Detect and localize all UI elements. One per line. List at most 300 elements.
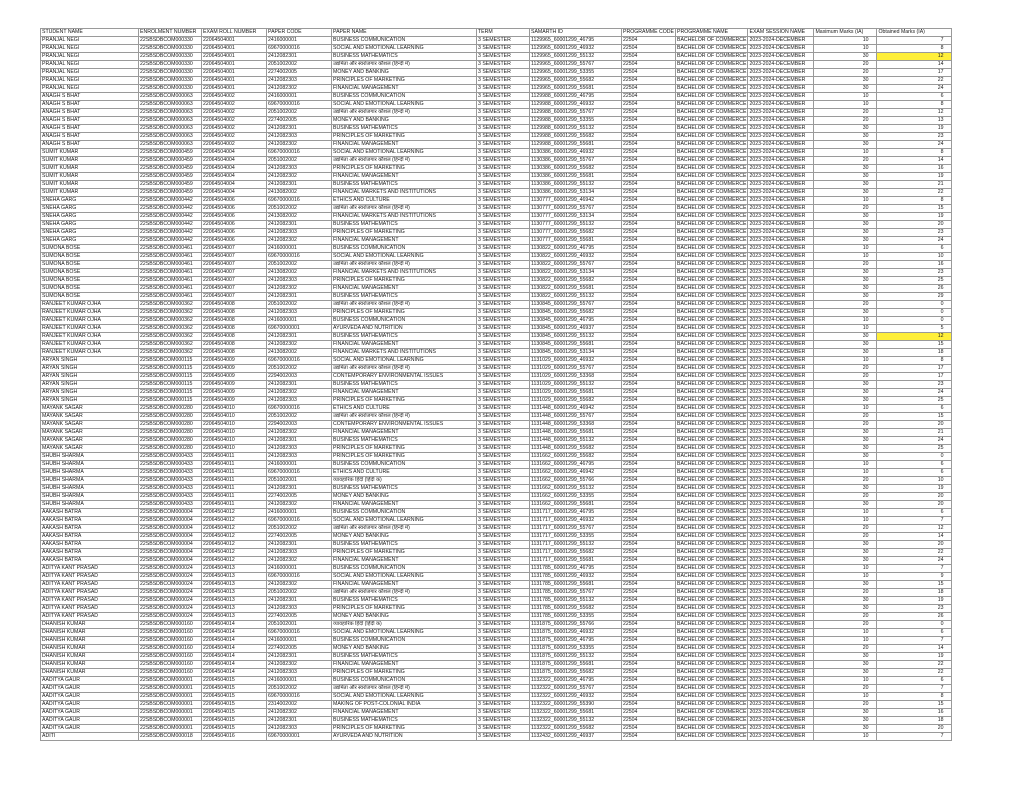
- table-row: [41, 373, 952, 381]
- exam-session-cell: 2023-2024-DECEMBER: [748, 565, 814, 573]
- student-name-cell: ARYAN SINGH: [41, 365, 139, 373]
- term-cell: 3 SEMESTER: [477, 189, 530, 197]
- exam-roll-number-cell: 22064504004: [202, 173, 267, 181]
- paper-name-cell: CONTEMPORARY ENVIRONMENTAL ISSUES: [332, 421, 477, 429]
- table-row: [41, 365, 952, 373]
- maximum-marks-cell: 30: [814, 189, 877, 197]
- obtained-marks-cell: 12: [877, 53, 952, 61]
- paper-name-cell: उद्यमिता और स्वरोजगार कौशल (हिन्दी में): [332, 589, 477, 597]
- maximum-marks-cell: 20: [814, 613, 877, 621]
- exam-roll-number-cell: 22064504007: [202, 253, 267, 261]
- enrolment-number-cell: 22SBSDBCOM000362: [139, 341, 202, 349]
- paper-code-cell: 2051002002: [267, 109, 332, 117]
- term-cell: 3 SEMESTER: [477, 397, 530, 405]
- samarth-id-cell: 1129965_60001299_55132: [530, 53, 622, 61]
- exam-roll-number-cell: 22064504012: [202, 549, 267, 557]
- paper-code-cell: 2412082303: [267, 133, 332, 141]
- term-cell: 3 SEMESTER: [477, 349, 530, 357]
- student-name-cell: SHUBH SHARMA: [41, 453, 139, 461]
- enrolment-number-cell: 22SBSDBCOM000330: [139, 53, 202, 61]
- student-name-cell: SHUBH SHARMA: [41, 493, 139, 501]
- obtained-marks-cell: 16: [877, 709, 952, 717]
- paper-name-cell: FINANCIAL MANAGEMENT: [332, 237, 477, 245]
- term-cell: 3 SEMESTER: [477, 461, 530, 469]
- programme-code-cell: 22504: [622, 677, 676, 685]
- paper-name-cell: FINANCIAL MARKETS AND INSTITUTIONS: [332, 213, 477, 221]
- maximum-marks-cell: 30: [814, 581, 877, 589]
- table-row: [41, 717, 952, 725]
- maximum-marks-cell: 30: [814, 213, 877, 221]
- term-cell: 3 SEMESTER: [477, 125, 530, 133]
- exam-roll-number-cell: 22064504007: [202, 245, 267, 253]
- programme-name-cell: BACHELOR OF COMMERCE: [677, 653, 747, 659]
- programme-name-cell: BACHELOR OF COMMERCE: [677, 541, 747, 547]
- obtained-marks-cell: 12: [877, 525, 952, 533]
- samarth-id-cell: 1131875_60001299_55766: [530, 621, 622, 629]
- maximum-marks-cell: 10: [814, 197, 877, 205]
- paper-name-cell: BUSINESS COMMUNICATION: [332, 677, 477, 685]
- maximum-marks-cell: 20: [814, 205, 877, 213]
- student-name-cell: AADITYA GAUR: [41, 693, 139, 701]
- exam-session-cell: 2023-2024-DECEMBER: [748, 269, 814, 277]
- programme-name-cell: BACHELOR OF COMMERCE: [677, 221, 747, 227]
- obtained-marks-cell: 15: [877, 205, 952, 213]
- table-row: [41, 61, 952, 69]
- term-cell: 3 SEMESTER: [477, 237, 530, 245]
- table-row: [41, 533, 952, 541]
- samarth-id-cell: 1131717_60001299_46932: [530, 517, 622, 525]
- exam-roll-number-cell: 22064504014: [202, 621, 267, 629]
- exam-session-cell: 2023-2024-DECEMBER: [748, 709, 814, 717]
- programme-code-cell: 22504: [622, 157, 676, 165]
- programme-code-cell: 22504: [622, 605, 676, 613]
- term-cell: 3 SEMESTER: [477, 733, 530, 741]
- maximum-marks-cell: 30: [814, 381, 877, 389]
- maximum-marks-cell: 20: [814, 685, 877, 693]
- enrolment-number-cell: 22SBSDBCOM000461: [139, 293, 202, 301]
- samarth-id-cell: 1130822_60001299_55132: [530, 293, 622, 301]
- programme-code-cell: 22504: [622, 485, 676, 493]
- paper-name-cell: FINANCIAL MARKETS AND INSTITUTIONS: [332, 349, 477, 357]
- samarth-id-cell: 1131717_60001299_55132: [530, 541, 622, 549]
- obtained-marks-cell: 6: [877, 469, 952, 477]
- paper-code-cell: 2412082301: [267, 181, 332, 189]
- paper-name-cell: CONTEMPORARY ENVIRONMENTAL ISSUES: [332, 373, 477, 381]
- exam-session-cell: 2023-2024-DECEMBER: [748, 317, 814, 325]
- student-name-cell: AAKASH BATRA: [41, 517, 139, 525]
- paper-code-cell: 2314002002: [267, 701, 332, 709]
- enrolment-number-cell: 22SBSDBCOM000280: [139, 405, 202, 413]
- samarth-id-cell: 1131448_60001299_46942: [530, 405, 622, 413]
- samarth-id-cell: 1131875_60001299_46932: [530, 629, 622, 637]
- samarth-id-cell: 1129988_60001299_55132: [530, 125, 622, 133]
- exam-roll-number-cell: 22064504006: [202, 205, 267, 213]
- term-cell: 3 SEMESTER: [477, 509, 530, 517]
- paper-name-cell: FINANCIAL MANAGEMENT: [332, 661, 477, 669]
- programme-name-cell: BACHELOR OF COMMERCE: [677, 517, 747, 523]
- term-cell: 3 SEMESTER: [477, 61, 530, 69]
- maximum-marks-cell: 10: [814, 317, 877, 325]
- exam-roll-number-cell: 22064504014: [202, 637, 267, 645]
- student-name-cell: SUMONA BOSE: [41, 253, 139, 261]
- term-cell: 3 SEMESTER: [477, 181, 530, 189]
- exam-session-cell: 2023-2024-DECEMBER: [748, 669, 814, 677]
- programme-name-cell: BACHELOR OF COMMERCE: [677, 461, 747, 467]
- programme-code-cell: 22504: [622, 301, 676, 309]
- enrolment-number-cell: 22SBSDBCOM000024: [139, 613, 202, 621]
- programme-name-cell: BACHELOR OF COMMERCE: [677, 493, 747, 499]
- maximum-marks-cell: 30: [814, 285, 877, 293]
- obtained-marks-cell: 26: [877, 613, 952, 621]
- exam-session-cell: 2023-2024-DECEMBER: [748, 341, 814, 349]
- programme-name-cell: BACHELOR OF COMMERCE: [677, 317, 747, 323]
- student-name-cell: ANAGH S BHAT: [41, 141, 139, 149]
- exam-roll-number-cell: 22064504004: [202, 165, 267, 173]
- paper-name-cell: BUSINESS COMMUNICATION: [332, 245, 477, 253]
- paper-name-cell: AYURVEDA AND NUTRITION: [332, 733, 477, 741]
- paper-name-cell: SOCIAL AND EMOTIONAL LEARNING: [332, 253, 477, 261]
- table-row: [41, 333, 952, 341]
- exam-roll-number-cell: 22064504014: [202, 645, 267, 653]
- student-name-cell: SUMONA BOSE: [41, 245, 139, 253]
- samarth-id-cell: 1130777_60001299_55682: [530, 229, 622, 237]
- maximum-marks-cell: 10: [814, 149, 877, 157]
- samarth-id-cell: 1130822_60001299_46795: [530, 245, 622, 253]
- term-cell: 3 SEMESTER: [477, 533, 530, 541]
- paper-code-cell: 2412082301: [267, 381, 332, 389]
- programme-name-cell: BACHELOR OF COMMERCE: [677, 421, 747, 427]
- term-cell: 3 SEMESTER: [477, 493, 530, 501]
- exam-roll-number-cell: 22064504015: [202, 701, 267, 709]
- table-row: [41, 461, 952, 469]
- maximum-marks-cell: 30: [814, 453, 877, 461]
- programme-name-cell: BACHELOR OF COMMERCE: [677, 485, 747, 491]
- maximum-marks-cell: 20: [814, 645, 877, 653]
- enrolment-number-cell: 22SBSDBCOM000001: [139, 717, 202, 725]
- header-programme-code: PROGRAMME CODE: [623, 29, 675, 35]
- samarth-id-cell: 1129988_60001299_55681: [530, 141, 622, 149]
- enrolment-number-cell: 22SBSDBCOM000024: [139, 589, 202, 597]
- paper-code-cell: 2416000001: [267, 565, 332, 573]
- term-cell: 3 SEMESTER: [477, 637, 530, 645]
- programme-code-cell: 22504: [622, 685, 676, 693]
- programme-name-cell: BACHELOR OF COMMERCE: [677, 589, 747, 595]
- programme-code-cell: 22504: [622, 437, 676, 445]
- programme-code-cell: 22504: [622, 525, 676, 533]
- maximum-marks-cell: 10: [814, 733, 877, 741]
- programme-name-cell: BACHELOR OF COMMERCE: [677, 357, 747, 363]
- table-row: [41, 605, 952, 613]
- programme-name-cell: BACHELOR OF COMMERCE: [677, 501, 747, 507]
- student-name-cell: AADITYA GAUR: [41, 685, 139, 693]
- term-cell: 3 SEMESTER: [477, 285, 530, 293]
- paper-code-cell: 2412082302: [267, 581, 332, 589]
- samarth-id-cell: 1131785_60001299_55767: [530, 589, 622, 597]
- student-name-cell: PRANJAL NEGI: [41, 53, 139, 61]
- term-cell: 3 SEMESTER: [477, 621, 530, 629]
- enrolment-number-cell: 22SBSDBCOM000280: [139, 421, 202, 429]
- obtained-marks-cell: 25: [877, 445, 952, 453]
- exam-roll-number-cell: 22064504006: [202, 213, 267, 221]
- obtained-marks-cell: 15: [877, 581, 952, 589]
- exam-session-cell: 2023-2024-DECEMBER: [748, 45, 814, 53]
- paper-name-cell: MONEY AND BANKING: [332, 117, 477, 125]
- obtained-marks-cell: 14: [877, 61, 952, 69]
- exam-session-cell: 2023-2024-DECEMBER: [748, 253, 814, 261]
- term-cell: 3 SEMESTER: [477, 477, 530, 485]
- paper-name-cell: BUSINESS MATHEMATICS: [332, 53, 477, 61]
- exam-session-cell: 2023-2024-DECEMBER: [748, 325, 814, 333]
- enrolment-number-cell: 22SBSDBCOM000001: [139, 693, 202, 701]
- obtained-marks-cell: 21: [877, 429, 952, 437]
- enrolment-number-cell: 22SBSDBCOM000004: [139, 557, 202, 565]
- maximum-marks-cell: 30: [814, 653, 877, 661]
- samarth-id-cell: 1131448_60001299_55132: [530, 437, 622, 445]
- student-name-cell: SNEHA GARG: [41, 213, 139, 221]
- samarth-id-cell: 1130386_60001299_53134: [530, 189, 622, 197]
- student-name-cell: SHUBH SHARMA: [41, 501, 139, 509]
- paper-code-cell: 2413082002: [267, 269, 332, 277]
- term-cell: 3 SEMESTER: [477, 429, 530, 437]
- maximum-marks-cell: 20: [814, 477, 877, 485]
- samarth-id-cell: 1131785_60001299_55682: [530, 605, 622, 613]
- paper-name-cell: उद्यमिता और स्वरोजगार कौशल (हिन्दी में): [332, 365, 477, 373]
- enrolment-number-cell: 22SBSDBCOM000001: [139, 709, 202, 717]
- paper-code-cell: 2051002001: [267, 621, 332, 629]
- paper-code-cell: 2412082301: [267, 597, 332, 605]
- programme-code-cell: 22504: [622, 381, 676, 389]
- obtained-marks-cell: 24: [877, 389, 952, 397]
- maximum-marks-cell: 10: [814, 461, 877, 469]
- maximum-marks-cell: 30: [814, 501, 877, 509]
- obtained-marks-cell: 18: [877, 349, 952, 357]
- exam-roll-number-cell: 22064504009: [202, 381, 267, 389]
- student-name-cell: SUMIT KUMAR: [41, 157, 139, 165]
- obtained-marks-cell: 17: [877, 373, 952, 381]
- maximum-marks-cell: 30: [814, 221, 877, 229]
- table-row: [41, 85, 952, 93]
- programme-name-cell: BACHELOR OF COMMERCE: [677, 453, 747, 459]
- term-cell: 3 SEMESTER: [477, 541, 530, 549]
- student-name-cell: SUMIT KUMAR: [41, 173, 139, 181]
- student-name-cell: SUMONA BOSE: [41, 277, 139, 285]
- term-cell: 3 SEMESTER: [477, 565, 530, 573]
- programme-code-cell: 22504: [622, 237, 676, 245]
- student-name-cell: DHANISH KUMAR: [41, 645, 139, 653]
- exam-roll-number-cell: 22064504015: [202, 725, 267, 733]
- exam-session-cell: 2023-2024-DECEMBER: [748, 93, 814, 101]
- exam-session-cell: 2023-2024-DECEMBER: [748, 717, 814, 725]
- obtained-marks-cell: 15: [877, 413, 952, 421]
- enrolment-number-cell: 22SBSDBCOM000063: [139, 101, 202, 109]
- programme-code-cell: 22504: [622, 261, 676, 269]
- programme-code-cell: 22504: [622, 613, 676, 621]
- paper-name-cell: FINANCIAL MANAGEMENT: [332, 581, 477, 589]
- table-row: [41, 733, 952, 741]
- exam-roll-number-cell: 22064504007: [202, 277, 267, 285]
- student-name-cell: AADITYA GAUR: [41, 717, 139, 725]
- exam-roll-number-cell: 22064504011: [202, 501, 267, 509]
- enrolment-number-cell: 22SBSDBCOM000004: [139, 533, 202, 541]
- enrolment-number-cell: 22SBSDBCOM000160: [139, 669, 202, 677]
- term-cell: 3 SEMESTER: [477, 69, 530, 77]
- student-name-cell: PRANJAL NEGI: [41, 37, 139, 45]
- samarth-id-cell: 1129988_60001299_53355: [530, 117, 622, 125]
- exam-session-cell: 2023-2024-DECEMBER: [748, 701, 814, 709]
- enrolment-number-cell: 22SBSDBCOM000024: [139, 573, 202, 581]
- programme-name-cell: BACHELOR OF COMMERCE: [677, 445, 747, 451]
- programme-name-cell: BACHELOR OF COMMERCE: [677, 213, 747, 219]
- obtained-marks-cell: 24: [877, 237, 952, 245]
- paper-name-cell: BUSINESS MATHEMATICS: [332, 597, 477, 605]
- exam-session-cell: 2023-2024-DECEMBER: [748, 165, 814, 173]
- paper-name-cell: SOCIAL AND EMOTIONAL LEARNING: [332, 149, 477, 157]
- maximum-marks-cell: 30: [814, 349, 877, 357]
- term-cell: 3 SEMESTER: [477, 205, 530, 213]
- table-row: [41, 53, 952, 61]
- table-row: [41, 621, 952, 629]
- maximum-marks-cell: 30: [814, 133, 877, 141]
- term-cell: 3 SEMESTER: [477, 245, 530, 253]
- samarth-id-cell: 1131029_60001299_55682: [530, 397, 622, 405]
- student-name-cell: RANJEET KUMAR OJHA: [41, 317, 139, 325]
- term-cell: 3 SEMESTER: [477, 253, 530, 261]
- enrolment-number-cell: 22SBSDBCOM000362: [139, 309, 202, 317]
- programme-code-cell: 22504: [622, 365, 676, 373]
- programme-code-cell: 22504: [622, 549, 676, 557]
- programme-code-cell: 22504: [622, 357, 676, 365]
- programme-name-cell: BACHELOR OF COMMERCE: [677, 701, 747, 707]
- table-row: [41, 261, 952, 269]
- samarth-id-cell: 1131448_60001299_53368: [530, 421, 622, 429]
- exam-session-cell: 2023-2024-DECEMBER: [748, 149, 814, 157]
- programme-code-cell: 22504: [622, 309, 676, 317]
- term-cell: 3 SEMESTER: [477, 149, 530, 157]
- obtained-marks-cell: 7: [877, 517, 952, 525]
- header-paper-name: PAPER NAME: [332, 29, 477, 37]
- obtained-marks-cell: 8: [877, 693, 952, 701]
- paper-code-cell: 2412082302: [267, 285, 332, 293]
- obtained-marks-cell: 0: [877, 309, 952, 317]
- table-row: [41, 685, 952, 693]
- enrolment-number-cell: 22SBSDBCOM000461: [139, 253, 202, 261]
- exam-roll-number-cell: 22064504012: [202, 533, 267, 541]
- term-cell: 3 SEMESTER: [477, 317, 530, 325]
- paper-code-cell: 2412082302: [267, 501, 332, 509]
- programme-name-cell: BACHELOR OF COMMERCE: [677, 621, 747, 627]
- obtained-marks-cell: 29: [877, 293, 952, 301]
- paper-name-cell: FINANCIAL MANAGEMENT: [332, 285, 477, 293]
- exam-session-cell: 2023-2024-DECEMBER: [748, 397, 814, 405]
- paper-name-cell: MONEY AND BANKING: [332, 69, 477, 77]
- student-name-cell: ANAGH S BHAT: [41, 125, 139, 133]
- maximum-marks-cell: 10: [814, 93, 877, 101]
- programme-name-cell: BACHELOR OF COMMERCE: [677, 373, 747, 379]
- paper-code-cell: 2413082002: [267, 189, 332, 197]
- programme-code-cell: 22504: [622, 397, 676, 405]
- paper-code-cell: 2412082303: [267, 309, 332, 317]
- paper-code-cell: 2412082303: [267, 277, 332, 285]
- programme-code-cell: 22504: [622, 341, 676, 349]
- programme-code-cell: 22504: [622, 93, 676, 101]
- table-row: [41, 509, 952, 517]
- term-cell: 3 SEMESTER: [477, 453, 530, 461]
- paper-code-cell: 2412082303: [267, 549, 332, 557]
- table-row: [41, 541, 952, 549]
- samarth-id-cell: 1131662_60001299_46942: [530, 469, 622, 477]
- maximum-marks-cell: 30: [814, 229, 877, 237]
- obtained-marks-cell: 8: [877, 357, 952, 365]
- enrolment-number-cell: 22SBSDBCOM000362: [139, 325, 202, 333]
- paper-name-cell: MONEY AND BANKING: [332, 645, 477, 653]
- programme-name-cell: BACHELOR OF COMMERCE: [677, 477, 747, 483]
- marks-table-body: [41, 37, 952, 741]
- samarth-id-cell: 1130777_60001299_55681: [530, 237, 622, 245]
- term-cell: 3 SEMESTER: [477, 701, 530, 709]
- programme-code-cell: 22504: [622, 325, 676, 333]
- enrolment-number-cell: 22SBSDBCOM000063: [139, 125, 202, 133]
- paper-name-cell: BUSINESS COMMUNICATION: [332, 565, 477, 573]
- paper-name-cell: FINANCIAL MANAGEMENT: [332, 85, 477, 93]
- obtained-marks-cell: 13: [877, 117, 952, 125]
- obtained-marks-cell: 23: [877, 605, 952, 613]
- exam-session-cell: 2023-2024-DECEMBER: [748, 445, 814, 453]
- enrolment-number-cell: 22SBSDBCOM000461: [139, 285, 202, 293]
- exam-session-cell: 2023-2024-DECEMBER: [748, 245, 814, 253]
- term-cell: 3 SEMESTER: [477, 549, 530, 557]
- obtained-marks-cell: 12: [877, 109, 952, 117]
- student-name-cell: DHANISH KUMAR: [41, 653, 139, 661]
- maximum-marks-cell: 30: [814, 181, 877, 189]
- term-cell: 3 SEMESTER: [477, 293, 530, 301]
- programme-name-cell: BACHELOR OF COMMERCE: [677, 573, 747, 579]
- paper-code-cell: 2051002001: [267, 477, 332, 485]
- table-row: [41, 597, 952, 605]
- paper-name-cell: BUSINESS COMMUNICATION: [332, 317, 477, 325]
- exam-roll-number-cell: 22064504009: [202, 373, 267, 381]
- table-row: [41, 629, 952, 637]
- term-cell: 3 SEMESTER: [477, 173, 530, 181]
- term-cell: 3 SEMESTER: [477, 581, 530, 589]
- exam-roll-number-cell: 22064504002: [202, 93, 267, 101]
- maximum-marks-cell: 20: [814, 533, 877, 541]
- obtained-marks-cell: 22: [877, 549, 952, 557]
- obtained-marks-cell: 0: [877, 301, 952, 309]
- obtained-marks-cell: 7: [877, 685, 952, 693]
- enrolment-number-cell: 22SBSDBCOM000280: [139, 445, 202, 453]
- student-name-cell: SNEHA GARG: [41, 221, 139, 229]
- programme-code-cell: 22504: [622, 333, 676, 341]
- samarth-id-cell: 1129988_60001299_46795: [530, 93, 622, 101]
- maximum-marks-cell: 30: [814, 237, 877, 245]
- paper-name-cell: SOCIAL AND EMOTIONAL LEARNING: [332, 629, 477, 637]
- samarth-id-cell: 1131785_60001299_55681: [530, 581, 622, 589]
- programme-name-cell: BACHELOR OF COMMERCE: [677, 189, 747, 195]
- obtained-marks-cell: 6: [877, 509, 952, 517]
- programme-name-cell: BACHELOR OF COMMERCE: [677, 693, 747, 699]
- marks-table: [40, 28, 952, 741]
- maximum-marks-cell: 10: [814, 693, 877, 701]
- paper-name-cell: व्यावहारिक हिंदी (हिंदी क): [332, 621, 477, 629]
- samarth-id-cell: 1129965_60001299_55682: [530, 77, 622, 85]
- paper-name-cell: MAKING OF POST-COLONIAL INDIA: [332, 701, 477, 709]
- programme-name-cell: BACHELOR OF COMMERCE: [677, 661, 747, 667]
- programme-code-cell: 22504: [622, 669, 676, 677]
- paper-name-cell: BUSINESS MATHEMATICS: [332, 333, 477, 341]
- paper-code-cell: 69670000016: [267, 149, 332, 157]
- table-row: [41, 165, 952, 173]
- enrolment-number-cell: 22SBSDBCOM000001: [139, 725, 202, 733]
